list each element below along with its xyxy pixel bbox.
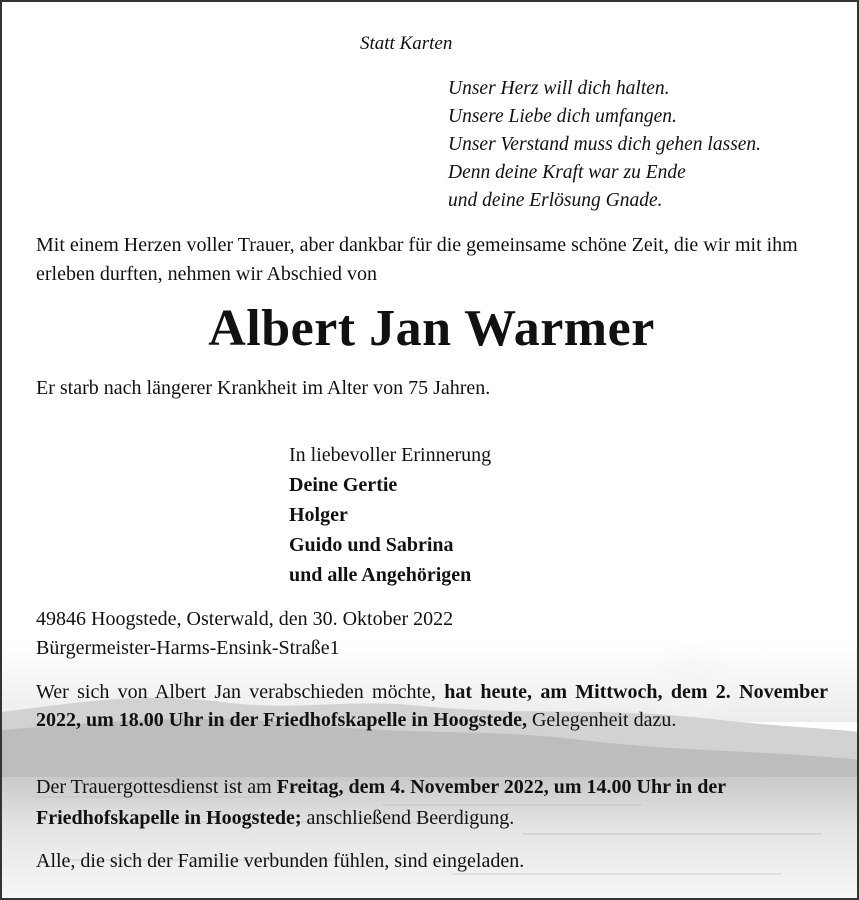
mourner-name: Guido und Sabrina [289,534,454,556]
service-text: Der Trauergottesdienst ist am [36,776,277,798]
address-block [36,605,453,663]
invitation-text: Alle, die sich der Familie verbunden fühlen, sind eingeladen. [36,850,525,872]
mourner-name: Holger [289,504,348,526]
place-date-line: 49846 Hoogstede, Osterwald, den 30. Oktober 2022 [36,608,454,630]
service-text-end: anschließend Beerdigung. [301,807,515,829]
deceased-name: Albert Jan Warmer [208,300,655,357]
service-paragraph [36,772,828,834]
poem [448,75,761,215]
mourners-block [289,440,491,590]
mourner-name: und alle Angehörigen [289,564,472,586]
farewell-text-end: Gelegenheit dazu. [526,709,677,731]
farewell-text: Wer sich von Albert Jan verabschieden möchte, [36,681,445,703]
poem-line: Unsere Liebe dich umfangen. [448,106,677,127]
service-time-place: Freitag, dem 4. November 2022, um 14.00 Uhr in der Friedhofskapelle in Hoogstede; [36,776,726,829]
intro-text: Mit einem Herzen voller Trauer, aber dankbar für die gemeinsame schöne Zeit, die wir mit ihm erleben durften, nehmen wir Abschied von [36,234,798,285]
farewell-time-place: hat heute, am Mittwoch, dem 2. November 2022, um 18.00 Uhr in der Friedhofskapelle in Hoogstede, [36,681,828,731]
mourners-intro: In liebevoller Erinnerung [289,444,492,466]
statt-karten-heading: Statt Karten [360,33,453,54]
age-statement: Er starb nach längerer Krankheit im Alter von 75 Jahren. [36,377,491,399]
street-line: Bürgermeister-Harms-Ensink-Straße1 [36,637,340,659]
poem-line: Unser Verstand muss dich gehen lassen. [448,134,762,155]
mourner-name: Deine Gertie [289,474,398,496]
poem-line: Unser Herz will dich halten. [448,78,670,99]
poem-line: Denn deine Kraft war zu Ende [448,162,686,183]
farewell-paragraph [36,678,828,734]
poem-line: und deine Erlösung Gnade. [448,190,663,211]
